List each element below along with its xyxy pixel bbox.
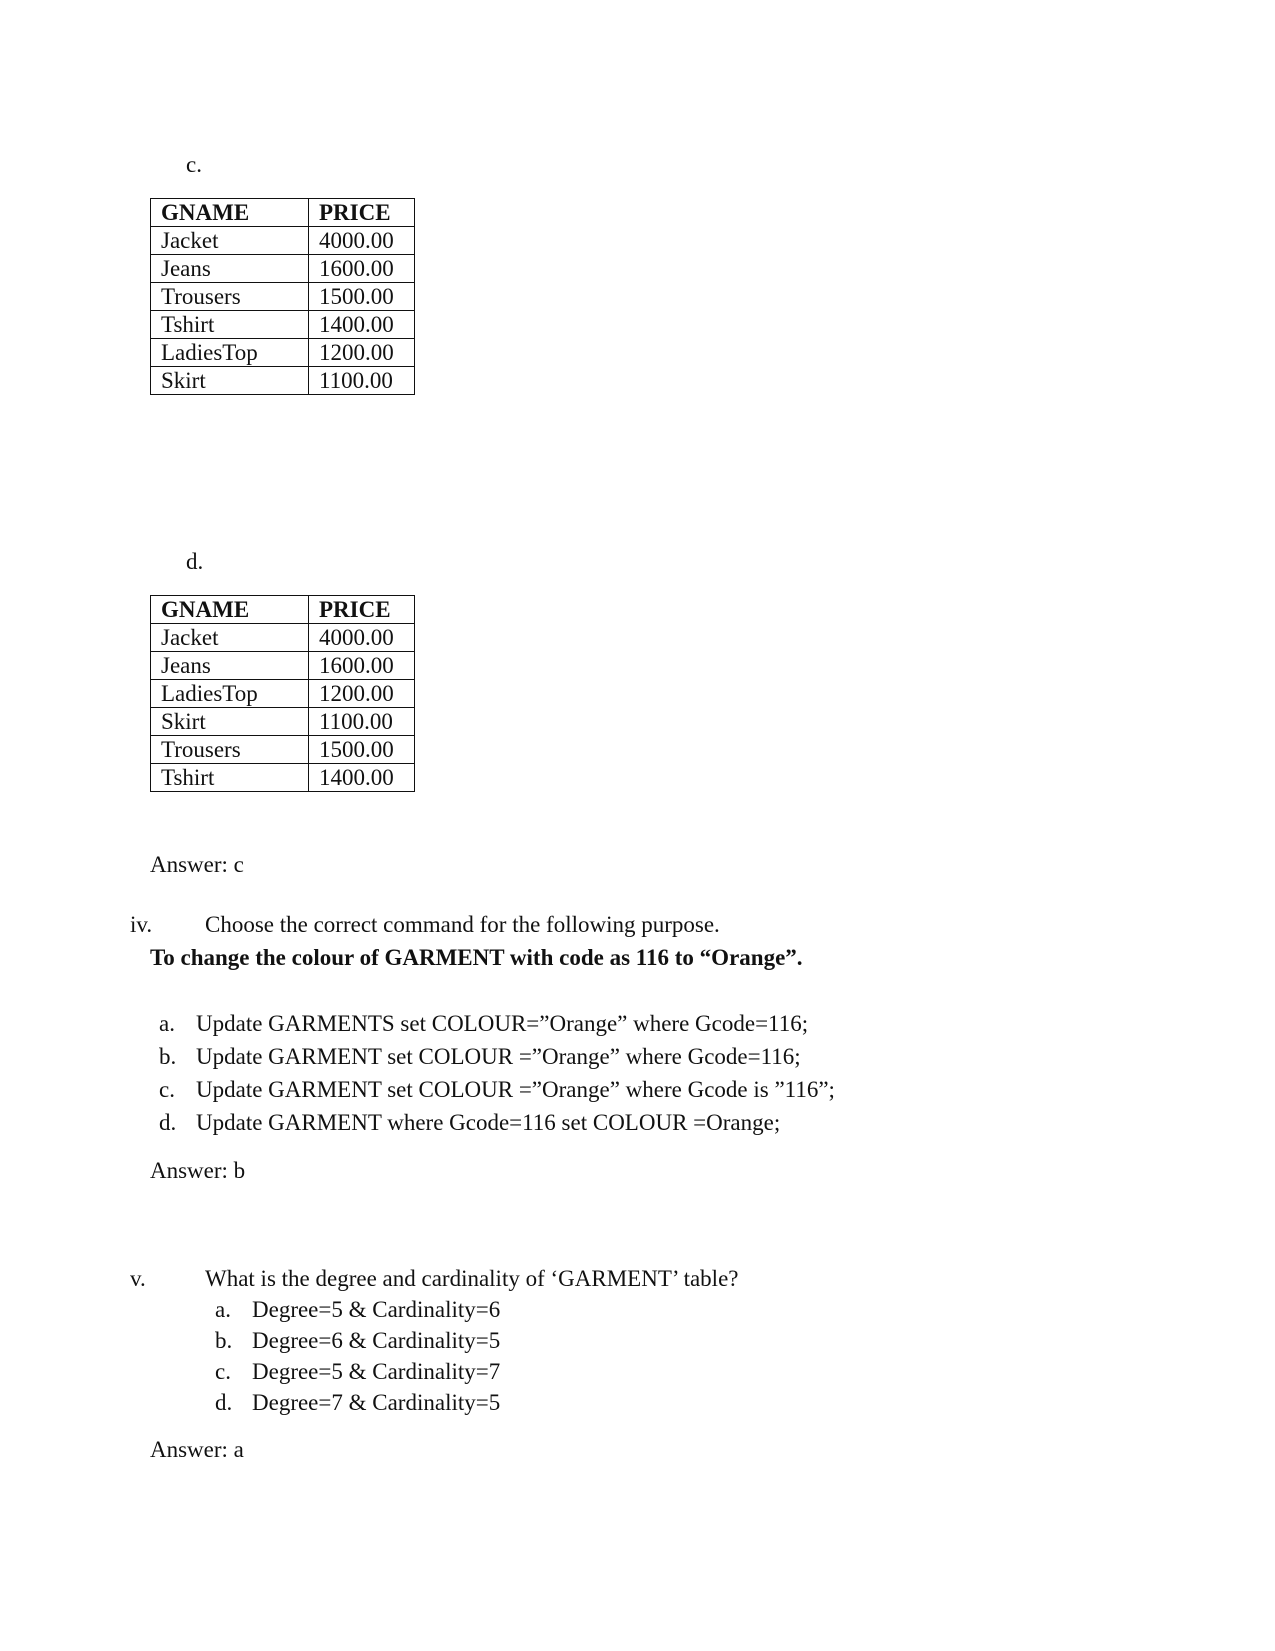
table-row xyxy=(151,227,415,255)
gname-cell: Jacket xyxy=(151,624,309,652)
gname-cell: LadiesTop xyxy=(151,680,309,708)
answer-v: Answer: a xyxy=(150,1437,244,1462)
table-row xyxy=(151,283,415,311)
table-row xyxy=(151,367,415,395)
price-cell: 4000.00 xyxy=(309,624,415,652)
question-iv-number: iv. xyxy=(130,912,153,937)
price-cell: 1100.00 xyxy=(309,708,415,736)
price-cell: 1100.00 xyxy=(309,367,415,395)
option-d-table xyxy=(150,595,415,792)
option-text: Degree=5 & Cardinality=7 xyxy=(252,1359,501,1384)
price-cell: 1400.00 xyxy=(309,764,415,792)
price-cell: 1500.00 xyxy=(309,736,415,764)
table-row xyxy=(151,624,415,652)
option-text: Update GARMENT set COLOUR =”Orange” where Gcode=116; xyxy=(196,1044,801,1069)
question-v-number: v. xyxy=(130,1266,146,1291)
price-cell: 1200.00 xyxy=(309,680,415,708)
option-text: Degree=7 & Cardinality=5 xyxy=(252,1390,501,1415)
option-letter: c. xyxy=(215,1359,231,1384)
option-letter: b. xyxy=(215,1328,233,1353)
option-text: Update GARMENT set COLOUR =”Orange” where Gcode is ”116”; xyxy=(196,1077,835,1102)
answer-iii: Answer: c xyxy=(150,852,244,877)
gname-cell: Tshirt xyxy=(151,311,309,339)
option-text: Degree=5 & Cardinality=6 xyxy=(252,1297,501,1322)
table-row xyxy=(151,680,415,708)
question-v-text: What is the degree and cardinality of ‘GARMENT’ table? xyxy=(205,1266,739,1291)
option-letter: a. xyxy=(159,1011,175,1036)
price-cell: 1600.00 xyxy=(309,652,415,680)
price-cell: 1600.00 xyxy=(309,255,415,283)
option-text: Update GARMENT where Gcode=116 set COLOUR =Orange; xyxy=(196,1110,781,1135)
gname-header: GNAME xyxy=(151,596,309,624)
price-cell: 1400.00 xyxy=(309,311,415,339)
gname-header: GNAME xyxy=(151,199,309,227)
option-c-table xyxy=(150,198,415,395)
option-letter: d. xyxy=(159,1110,177,1135)
option-text: Update GARMENTS set COLOUR=”Orange” where Gcode=116; xyxy=(196,1011,809,1036)
gname-cell: Jeans xyxy=(151,255,309,283)
option-letter: b. xyxy=(159,1044,177,1069)
gname-cell: Trousers xyxy=(151,283,309,311)
option-letter: c. xyxy=(159,1077,175,1102)
answer-iv: Answer: b xyxy=(150,1158,246,1183)
gname-cell: Skirt xyxy=(151,708,309,736)
option-c-label: c. xyxy=(186,152,202,177)
table-row xyxy=(151,339,415,367)
question-iv-text: Choose the correct command for the following purpose. xyxy=(205,912,720,937)
option-d-label: d. xyxy=(186,549,204,574)
question-iv-bold-text: To change the colour of GARMENT with code as 116 to “Orange”. xyxy=(150,945,803,970)
price-header: PRICE xyxy=(309,596,415,624)
gname-cell: Tshirt xyxy=(151,764,309,792)
gname-cell: Trousers xyxy=(151,736,309,764)
option-text: Degree=6 & Cardinality=5 xyxy=(252,1328,501,1353)
table-row xyxy=(151,255,415,283)
gname-cell: Skirt xyxy=(151,367,309,395)
price-header: PRICE xyxy=(309,199,415,227)
price-cell: 4000.00 xyxy=(309,227,415,255)
table-row xyxy=(151,736,415,764)
gname-cell: Jacket xyxy=(151,227,309,255)
table-header-row xyxy=(151,199,415,227)
option-letter: a. xyxy=(215,1297,231,1322)
gname-cell: LadiesTop xyxy=(151,339,309,367)
table-row xyxy=(151,311,415,339)
table-row xyxy=(151,652,415,680)
option-letter: d. xyxy=(215,1390,233,1415)
price-cell: 1200.00 xyxy=(309,339,415,367)
price-cell: 1500.00 xyxy=(309,283,415,311)
table-header-row xyxy=(151,596,415,624)
gname-cell: Jeans xyxy=(151,652,309,680)
table-row xyxy=(151,764,415,792)
table-row xyxy=(151,708,415,736)
